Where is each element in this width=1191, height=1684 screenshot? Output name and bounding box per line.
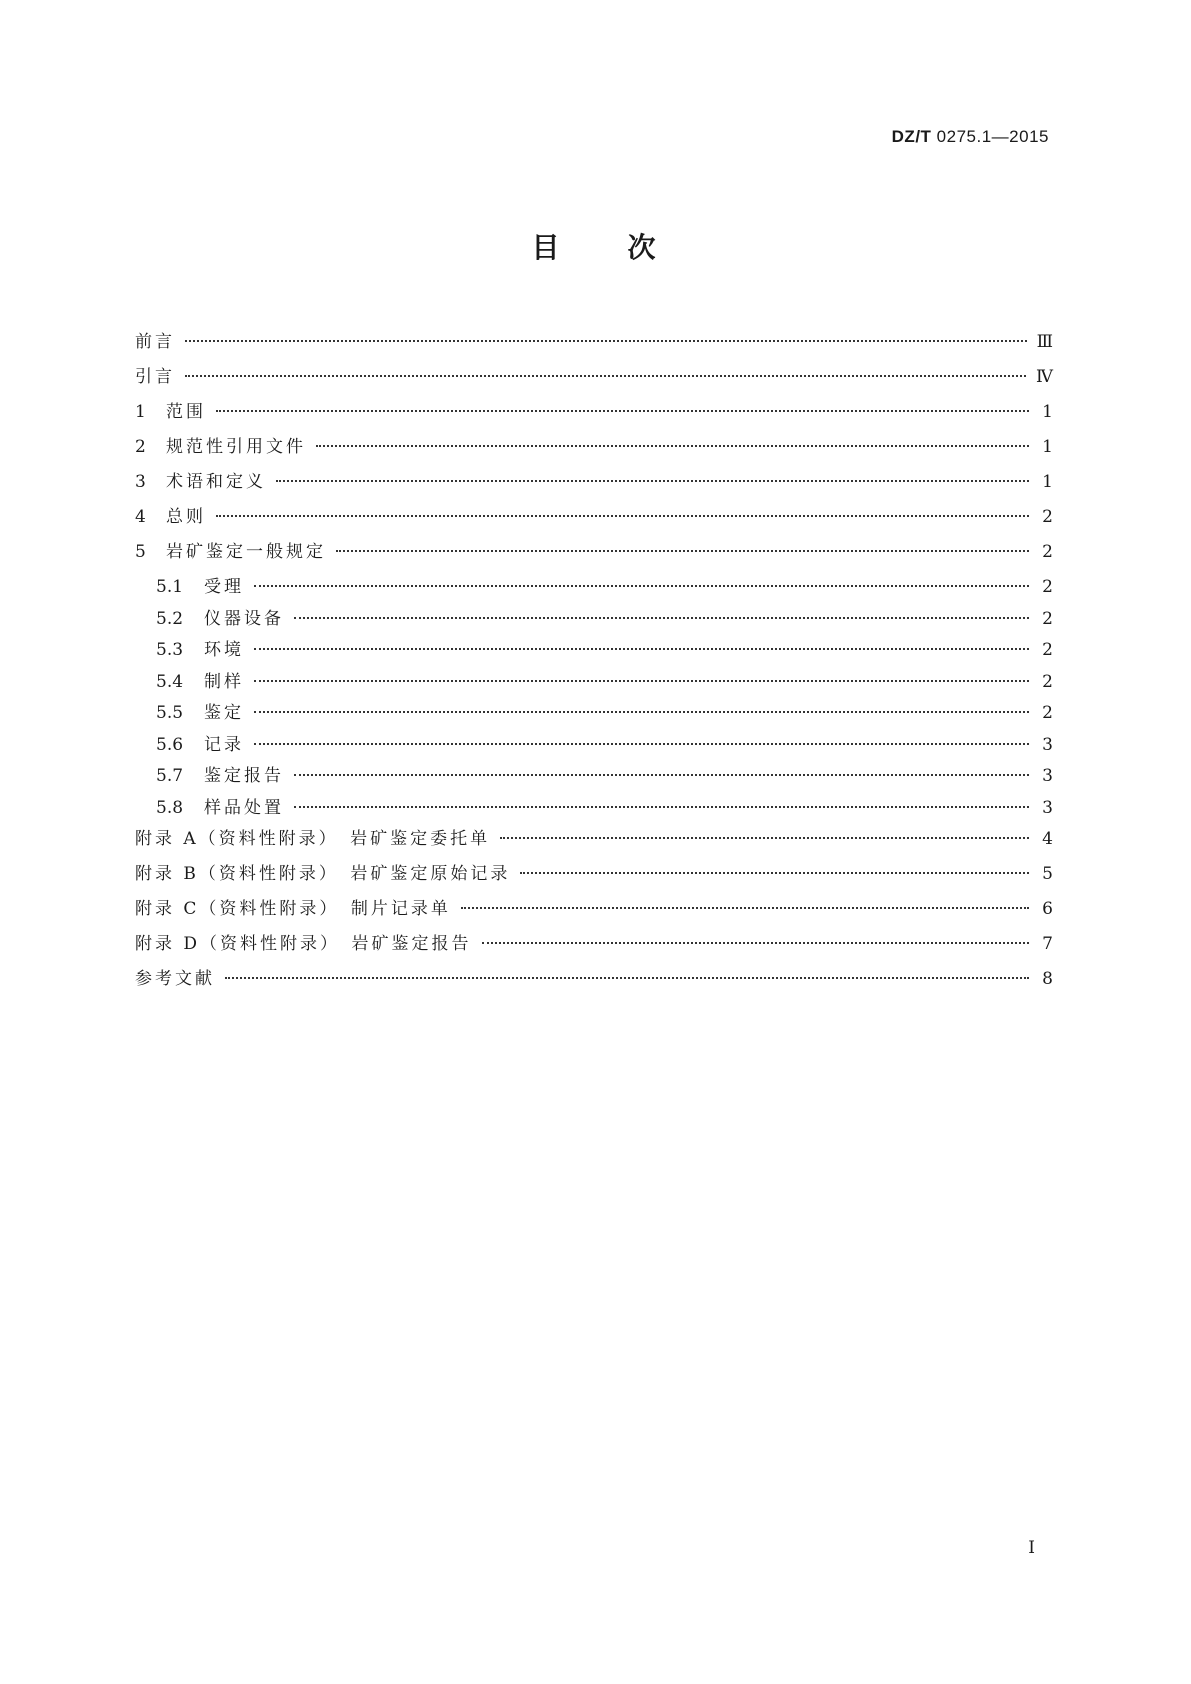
toc-entry[interactable]: [135, 537, 1053, 572]
toc-entry[interactable]: [135, 635, 1053, 667]
toc-entry-title: 样品处置: [204, 797, 284, 818]
toc-entry[interactable]: [135, 604, 1053, 636]
dot-leader: [276, 480, 1029, 482]
dot-leader: [461, 907, 1029, 909]
page-title: 目 次: [531, 231, 660, 264]
toc-entry-title: 仪器设备: [204, 608, 284, 629]
toc-entry-number: 4: [135, 507, 146, 527]
dot-leader: [254, 648, 1029, 650]
toc-entry-number: 2: [135, 437, 146, 457]
dot-leader: [254, 711, 1029, 713]
toc-entry-number: 5.1: [156, 577, 184, 597]
dot-leader: [294, 806, 1029, 808]
toc-entry[interactable]: [135, 432, 1053, 467]
toc-entry-number: 5.7: [156, 766, 184, 786]
toc-entry[interactable]: [135, 964, 1053, 999]
dot-leader: [500, 837, 1029, 839]
toc-entry-title: 附录 C（资料性附录） 制片记录单: [135, 899, 451, 919]
toc-entry-page: 3: [1042, 734, 1053, 755]
toc-entry-title: 鉴定报告: [204, 766, 284, 786]
dot-leader: [520, 872, 1029, 874]
toc-entry-title: 附录 D（资料性附录） 岩矿鉴定报告: [135, 934, 472, 954]
toc-entry-title: 术语和定义: [166, 472, 266, 492]
toc-entry-title: 规范性引用文件: [166, 437, 306, 457]
dot-leader: [254, 585, 1029, 587]
page-number: I: [1028, 1538, 1035, 1558]
toc-entry-page: 2: [1042, 507, 1053, 527]
toc-entry-number: 5.2: [156, 608, 184, 629]
toc-entry-title: 附录 A（资料性附录） 岩矿鉴定委托单: [135, 829, 491, 849]
toc-entry-page: 7: [1042, 934, 1053, 954]
toc-entry-title: 前言: [135, 332, 175, 352]
toc-entry-number: 5: [135, 542, 146, 562]
toc-entry-page: 1: [1042, 437, 1053, 457]
dot-leader: [225, 977, 1029, 979]
toc-entry-page: 1: [1042, 472, 1053, 492]
toc-entry[interactable]: [135, 859, 1053, 894]
standard-code: [892, 127, 1049, 147]
toc-entry-page: 3: [1042, 797, 1053, 818]
toc-entry-page: Ⅳ: [1036, 367, 1053, 387]
toc-entry[interactable]: [135, 894, 1053, 929]
toc-entry[interactable]: [135, 397, 1053, 432]
dot-leader: [185, 375, 1026, 377]
toc-entry-title: 受理: [204, 577, 244, 597]
toc-entry-page: 8: [1042, 969, 1053, 989]
toc-entry[interactable]: [135, 929, 1053, 964]
toc-entry-page: 2: [1042, 608, 1053, 629]
toc-entry[interactable]: [135, 502, 1053, 537]
dot-leader: [294, 617, 1029, 619]
toc-entry-page: 6: [1042, 899, 1053, 919]
toc-entry[interactable]: [135, 667, 1053, 699]
standard-number: 0275.1—2015: [936, 127, 1049, 146]
toc-entry-page: 2: [1042, 671, 1053, 692]
dot-leader: [254, 743, 1029, 745]
toc-entry[interactable]: [135, 327, 1053, 362]
toc-entry-title: 记录: [204, 734, 244, 755]
toc-entry-number: 1: [135, 402, 146, 422]
toc-entry[interactable]: [135, 761, 1053, 793]
toc-entry-number: 5.6: [156, 734, 184, 755]
toc-entry-title: 岩矿鉴定一般规定: [166, 542, 326, 562]
toc-entry-page: 2: [1042, 703, 1053, 723]
toc-entry-title: 鉴定: [204, 703, 244, 723]
toc-entry-page: 2: [1042, 640, 1053, 660]
dot-leader: [294, 774, 1029, 776]
toc-entry-page: 4: [1042, 829, 1053, 849]
dot-leader: [336, 550, 1029, 552]
toc-entry-title: 制样: [204, 671, 244, 692]
toc-entry[interactable]: [135, 467, 1053, 502]
table-of-contents: [135, 327, 1053, 999]
toc-entry[interactable]: [135, 572, 1053, 604]
toc-entry[interactable]: [135, 698, 1053, 730]
toc-entry[interactable]: [135, 824, 1053, 859]
toc-entry-title: 总则: [166, 507, 206, 527]
dot-leader: [216, 410, 1029, 412]
toc-entry-page: 5: [1042, 864, 1053, 884]
toc-entry-title: 环境: [204, 640, 244, 660]
toc-entry-page: Ⅲ: [1036, 332, 1053, 352]
toc-entry[interactable]: [135, 362, 1053, 397]
dot-leader: [216, 515, 1029, 517]
toc-entry[interactable]: [135, 793, 1053, 825]
toc-entry-number: 3: [135, 472, 146, 492]
toc-entry-page: 2: [1042, 577, 1053, 597]
toc-entry-page: 3: [1042, 766, 1053, 786]
dot-leader: [185, 340, 1027, 342]
toc-entry-number: 5.4: [156, 671, 184, 692]
dot-leader: [254, 680, 1029, 682]
toc-entry-title: 参考文献: [135, 969, 215, 989]
toc-entry-number: 5.3: [156, 640, 184, 660]
toc-entry-page: 2: [1042, 542, 1053, 562]
toc-entry-title: 附录 B（资料性附录） 岩矿鉴定原始记录: [135, 864, 511, 884]
standard-prefix: DZ/T: [891, 127, 932, 146]
toc-entry-number: 5.5: [156, 703, 184, 723]
dot-leader: [482, 942, 1029, 944]
toc-entry[interactable]: [135, 730, 1053, 762]
toc-entry-title: 引言: [135, 367, 175, 387]
toc-entry-title: 范围: [166, 402, 206, 422]
toc-entry-number: 5.8: [156, 797, 184, 818]
dot-leader: [316, 445, 1029, 447]
toc-entry-page: 1: [1042, 402, 1053, 422]
